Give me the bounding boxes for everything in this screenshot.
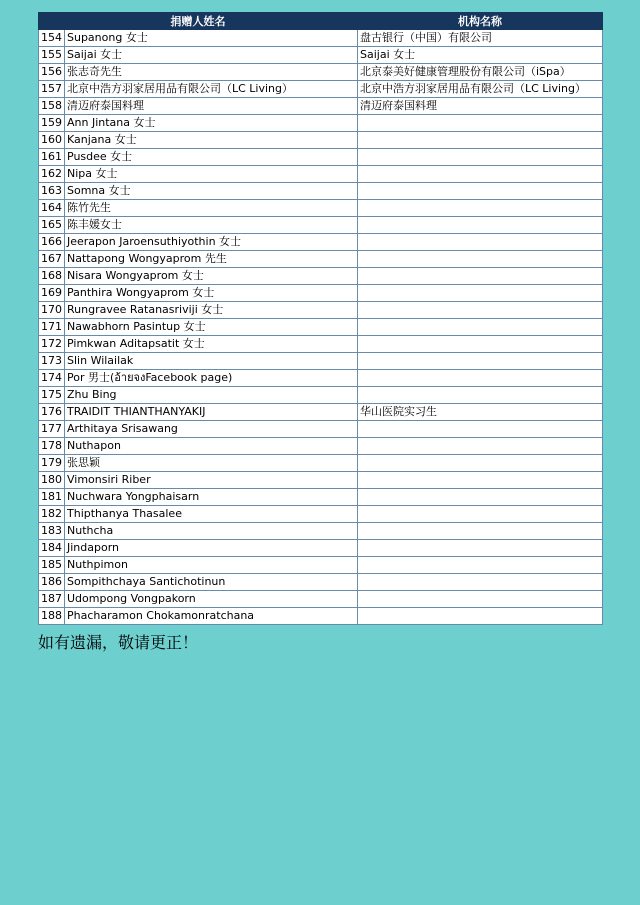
org-name <box>358 115 603 132</box>
row-number: 176 <box>39 404 65 421</box>
table-row <box>39 489 603 506</box>
org-name: 华山医院实习生 <box>358 404 603 421</box>
row-number: 169 <box>39 285 65 302</box>
org-name: 盘古银行（中国）有限公司 <box>358 30 603 47</box>
donor-name: Rungravee Ratanasriviji 女士 <box>65 302 358 319</box>
row-number: 167 <box>39 251 65 268</box>
donor-name: Phacharamon Chokamonratchana <box>65 608 358 625</box>
row-number: 162 <box>39 166 65 183</box>
donor-name: Kanjana 女士 <box>65 132 358 149</box>
donor-name: Nuthpimon <box>65 557 358 574</box>
row-number: 164 <box>39 200 65 217</box>
org-name <box>358 183 603 200</box>
table-row <box>39 47 603 64</box>
org-name <box>358 234 603 251</box>
org-name <box>358 608 603 625</box>
table-row <box>39 285 603 302</box>
table-header-row <box>39 13 603 30</box>
table-row <box>39 438 603 455</box>
header-org-name: 机构名称 <box>358 13 603 30</box>
donor-name: Nawabhorn Pasintup 女士 <box>65 319 358 336</box>
row-number: 180 <box>39 472 65 489</box>
table-row <box>39 200 603 217</box>
row-number: 170 <box>39 302 65 319</box>
table-row <box>39 98 603 115</box>
org-name <box>358 455 603 472</box>
row-number: 179 <box>39 455 65 472</box>
table-row <box>39 115 603 132</box>
row-number: 184 <box>39 540 65 557</box>
row-number: 158 <box>39 98 65 115</box>
row-number: 155 <box>39 47 65 64</box>
org-name <box>358 523 603 540</box>
org-name: Saijai 女士 <box>358 47 603 64</box>
table-row <box>39 336 603 353</box>
donor-name: 陈竹先生 <box>65 200 358 217</box>
row-number: 181 <box>39 489 65 506</box>
donor-name: Thipthanya Thasalee <box>65 506 358 523</box>
donor-name: Panthira Wongyaprom 女士 <box>65 285 358 302</box>
row-number: 159 <box>39 115 65 132</box>
table-row <box>39 387 603 404</box>
row-number: 188 <box>39 608 65 625</box>
donor-name: Nipa 女士 <box>65 166 358 183</box>
org-name <box>358 353 603 370</box>
table-row <box>39 64 603 81</box>
row-number: 187 <box>39 591 65 608</box>
header-donor-name: 捐赠人姓名 <box>39 13 358 30</box>
donor-name: Supanong 女士 <box>65 30 358 47</box>
org-name: 北京中浩方羽家居用品有限公司（LC Living） <box>358 81 603 98</box>
donor-name: Zhu Bing <box>65 387 358 404</box>
org-name <box>358 268 603 285</box>
donor-name: TRAIDIT THIANTHANYAKIJ <box>65 404 358 421</box>
table-row <box>39 183 603 200</box>
table-row <box>39 302 603 319</box>
donor-name: 张志奇先生 <box>65 64 358 81</box>
donor-name: Por 男士(อ้ายจงFacebook page) <box>65 370 358 387</box>
row-number: 172 <box>39 336 65 353</box>
row-number: 163 <box>39 183 65 200</box>
table-row <box>39 540 603 557</box>
row-number: 156 <box>39 64 65 81</box>
donor-name: Slin Wilailak <box>65 353 358 370</box>
org-name <box>358 421 603 438</box>
table-row <box>39 166 603 183</box>
table-row <box>39 251 603 268</box>
org-name <box>358 387 603 404</box>
table-row <box>39 472 603 489</box>
row-number: 171 <box>39 319 65 336</box>
table-row <box>39 608 603 625</box>
row-number: 185 <box>39 557 65 574</box>
donor-name: Udompong Vongpakorn <box>65 591 358 608</box>
donor-name: Jindaporn <box>65 540 358 557</box>
org-name <box>358 149 603 166</box>
org-name <box>358 302 603 319</box>
donor-name: 陈丰媛女士 <box>65 217 358 234</box>
row-number: 178 <box>39 438 65 455</box>
org-name: 清迈府泰国料理 <box>358 98 603 115</box>
org-name <box>358 438 603 455</box>
donor-name: Ann Jintana 女士 <box>65 115 358 132</box>
table-row <box>39 319 603 336</box>
donor-name: Sompithchaya Santichotinun <box>65 574 358 591</box>
org-name <box>358 506 603 523</box>
row-number: 157 <box>39 81 65 98</box>
donor-name: Pimkwan Aditapsatit 女士 <box>65 336 358 353</box>
row-number: 154 <box>39 30 65 47</box>
donor-name: Somna 女士 <box>65 183 358 200</box>
org-name <box>358 574 603 591</box>
org-name <box>358 557 603 574</box>
footer-note: 如有遗漏，敬请更正！ <box>38 633 199 652</box>
org-name <box>358 540 603 557</box>
donor-name: Vimonsiri Riber <box>65 472 358 489</box>
org-name <box>358 285 603 302</box>
donor-name: Nuthcha <box>65 523 358 540</box>
row-number: 186 <box>39 574 65 591</box>
donor-name: 北京中浩方羽家居用品有限公司（LC Living） <box>65 81 358 98</box>
table-row <box>39 523 603 540</box>
donor-name: Nuthapon <box>65 438 358 455</box>
donor-name: Nuchwara Yongphaisarn <box>65 489 358 506</box>
row-number: 183 <box>39 523 65 540</box>
org-name <box>358 370 603 387</box>
table-row <box>39 455 603 472</box>
row-number: 166 <box>39 234 65 251</box>
donor-name: Nattapong Wongyaprom 先生 <box>65 251 358 268</box>
table-row <box>39 404 603 421</box>
table-row <box>39 30 603 47</box>
table-row <box>39 81 603 98</box>
row-number: 175 <box>39 387 65 404</box>
org-name <box>358 591 603 608</box>
donor-name: Arthitaya Srisawang <box>65 421 358 438</box>
table-row <box>39 557 603 574</box>
table-row <box>39 574 603 591</box>
org-name <box>358 251 603 268</box>
donor-table <box>38 12 603 625</box>
org-name <box>358 472 603 489</box>
org-name <box>358 166 603 183</box>
donor-name: Nisara Wongyaprom 女士 <box>65 268 358 285</box>
table-row <box>39 353 603 370</box>
table-row <box>39 370 603 387</box>
org-name: 北京泰美好健康管理股份有限公司（iSpa） <box>358 64 603 81</box>
table-row <box>39 268 603 285</box>
donor-name: Pusdee 女士 <box>65 149 358 166</box>
row-number: 173 <box>39 353 65 370</box>
table-row <box>39 234 603 251</box>
table-row <box>39 217 603 234</box>
row-number: 177 <box>39 421 65 438</box>
row-number: 160 <box>39 132 65 149</box>
donor-name: Jeerapon Jaroensuthiyothin 女士 <box>65 234 358 251</box>
table-row <box>39 421 603 438</box>
row-number: 161 <box>39 149 65 166</box>
row-number: 174 <box>39 370 65 387</box>
donor-name: 张思颖 <box>65 455 358 472</box>
row-number: 165 <box>39 217 65 234</box>
row-number: 168 <box>39 268 65 285</box>
org-name <box>358 336 603 353</box>
org-name <box>358 217 603 234</box>
org-name <box>358 319 603 336</box>
donor-name: 清迈府泰国料理 <box>65 98 358 115</box>
org-name <box>358 489 603 506</box>
table-row <box>39 506 603 523</box>
table-row <box>39 591 603 608</box>
table-body <box>39 30 603 625</box>
org-name <box>358 200 603 217</box>
donor-name: Saijai 女士 <box>65 47 358 64</box>
table-row <box>39 149 603 166</box>
table-row <box>39 132 603 149</box>
org-name <box>358 132 603 149</box>
row-number: 182 <box>39 506 65 523</box>
